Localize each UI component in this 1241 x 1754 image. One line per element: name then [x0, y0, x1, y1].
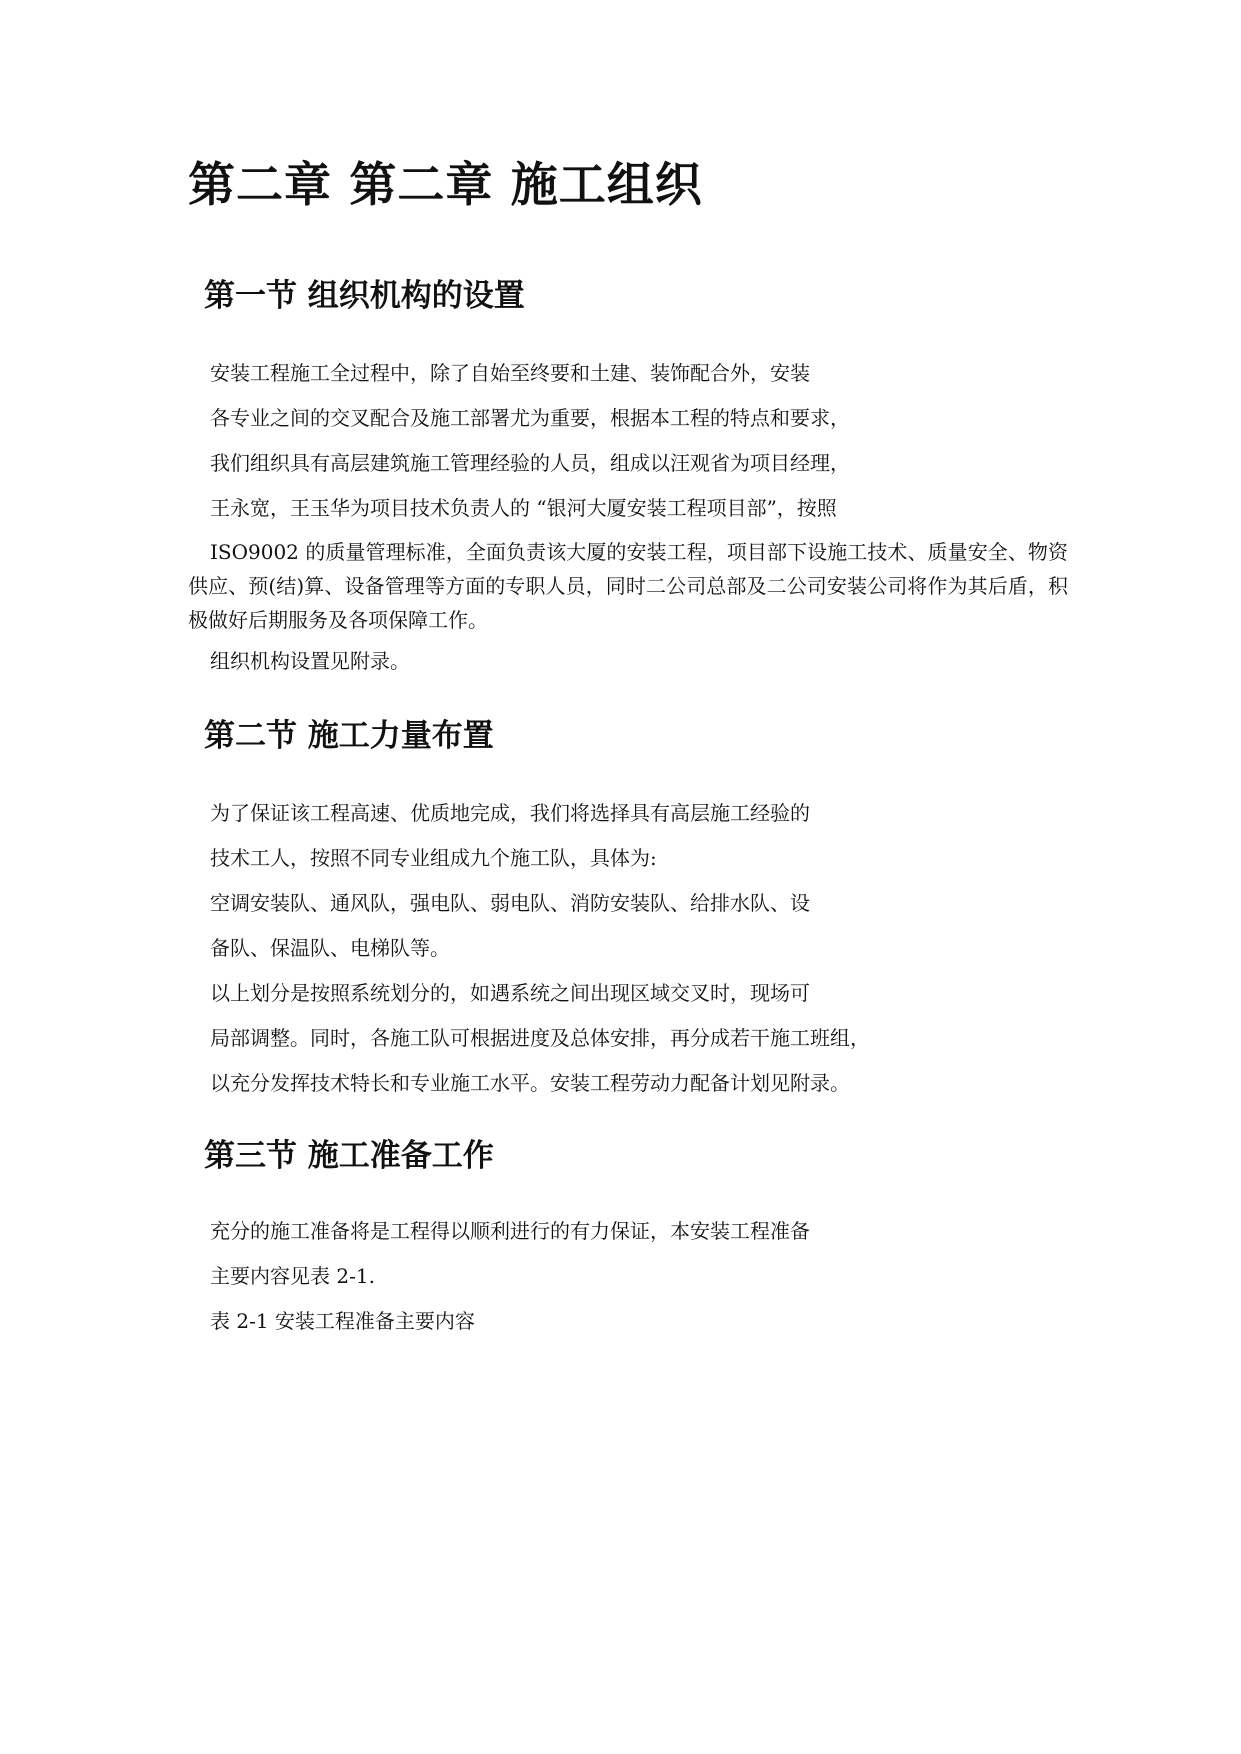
- body-line: 我们组织具有高层建筑施工管理经验的人员，组成以汪观省为项目经理，: [210, 451, 850, 475]
- body-line: 组织机构设置见附录。: [210, 649, 410, 673]
- body-line: 王永宽，王玉华为项目技术负责人的 “银河大厦安装工程项目部”，按照: [210, 496, 837, 520]
- body-line: 局部调整。同时，各施工队可根据进度及总体安排，再分成若干施工班组，: [210, 1026, 870, 1050]
- body-line: 以充分发挥技术特长和专业施工水平。安装工程劳动力配备计划见附录。: [210, 1071, 850, 1095]
- body-line: 备队、保温队、电梯队等。: [210, 936, 450, 960]
- body-line: 以上划分是按照系统划分的，如遇系统之间出现区域交叉时，现场可: [210, 981, 810, 1005]
- body-line: 为了保证该工程高速、优质地完成，我们将选择具有高层施工经验的: [210, 801, 810, 825]
- table-caption: 表 2-1 安装工程准备主要内容: [210, 1309, 475, 1333]
- section-heading-preparation: 第三节 施工准备工作: [204, 1138, 494, 1174]
- section-heading-workforce: 第二节 施工力量布置: [204, 718, 494, 754]
- body-line: 技术工人，按照不同专业组成九个施工队，具体为:: [210, 846, 657, 870]
- body-line: 充分的施工准备将是工程得以顺利进行的有力保证，本安装工程准备: [210, 1219, 810, 1243]
- chapter-title: 第二章 第二章 施工组织: [188, 158, 703, 213]
- body-line: 空调安装队、通风队，强电队、弱电队、消防安装队、给排水队、设: [210, 891, 810, 915]
- section-heading-organization: 第一节 组织机构的设置: [204, 278, 525, 314]
- body-line: 安装工程施工全过程中，除了自始至终要和土建、装饰配合外，安装: [210, 361, 810, 385]
- body-line: 各专业之间的交叉配合及施工部署尤为重要，根据本工程的特点和要求，: [210, 406, 850, 430]
- body-line: 主要内容见表 2-1.: [210, 1264, 375, 1288]
- body-paragraph: ISO9002 的质量管理标准，全面负责该大厦的安装工程，项目部下设施工技术、质量安全、物资供应、预(结)算、设备管理等方面的专职人员，同时二公司总部及二公司安装公司将作为其后盾，积极做好后期服务及各项保障工作。: [188, 540, 1068, 632]
